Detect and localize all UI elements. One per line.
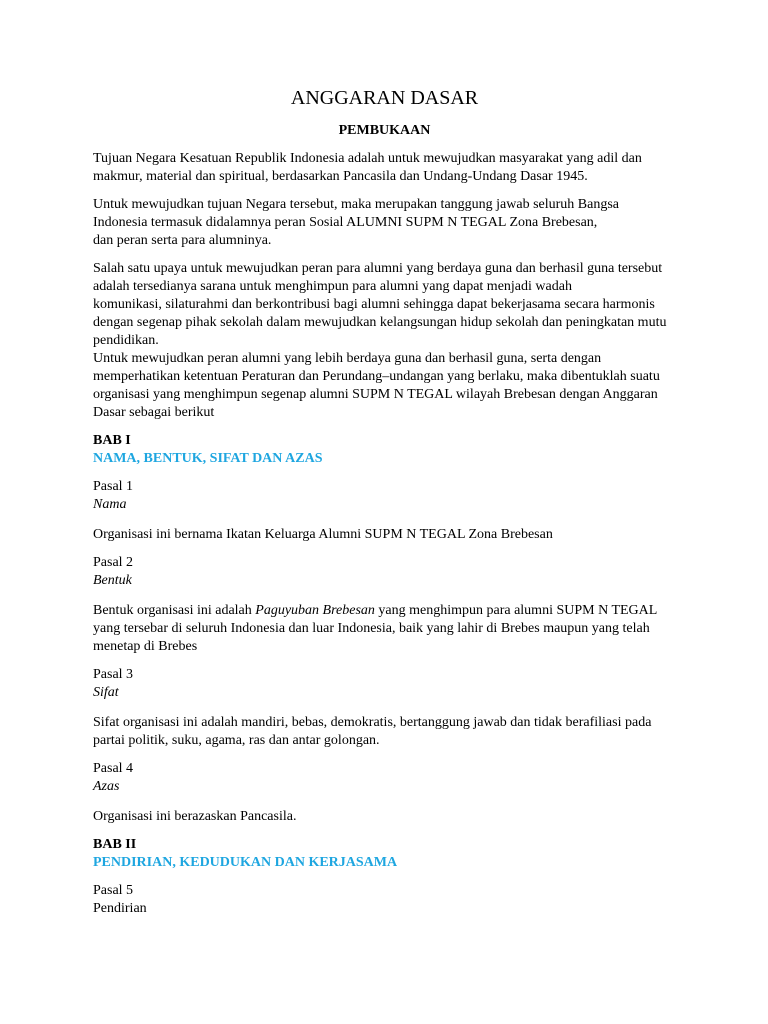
preamble-paragraph-4: Untuk mewujudkan peran alumni yang lebih berdaya guna dan berhasil guna, serta dengan memperhatikan ketentuan Peraturan dan Perundang–undangan yang berlaku, maka dibentuklah suatu organisasi yang menghimpun segenap alumni SUPM N TEGAL wilayah Brebesan dengan Anggaran Dasar sebagai berikut <box>93 351 660 420</box>
paguyuban-name: Paguyuban Brebesan <box>255 603 375 618</box>
bab-2-title: PENDIRIAN, KEDUDUKAN DAN KERJASAMA <box>93 855 398 870</box>
document-subtitle: PEMBUKAAN <box>338 123 431 138</box>
pasal-5-label: Pasal 5 <box>93 883 134 898</box>
pasal-4-name: Azas <box>93 779 120 794</box>
pasal-2-label: Pasal 2 <box>93 555 134 570</box>
pasal-3-text: Sifat organisasi ini adalah mandiri, bebas, demokratis, bertanggung jawab dan tidak berafiliasi pada partai politik, suku, agama, ras dan antar golongan. <box>93 715 652 748</box>
bab-2-number: BAB II <box>93 837 137 852</box>
preamble-paragraph-2: Untuk mewujudkan tujuan Negara tersebut, maka merupakan tanggung jawab seluruh Bangsa Indonesia termasuk didalamnya peran Sosial ALUMNI SUPM N TEGAL Zona Brebesan, dan peran serta para alumninya. <box>93 197 620 248</box>
pasal-2-name: Bentuk <box>93 573 132 588</box>
preamble-paragraph-1: Tujuan Negara Kesatuan Republik Indonesia adalah untuk mewujudkan masyarakat yang adil dan makmur, material dan spiritual, berdasarkan Pancasila dan Undang-Undang Dasar 1945. <box>93 151 642 184</box>
pasal-4-text: Organisasi ini berazaskan Pancasila. <box>93 809 297 824</box>
bab-1-number: BAB I <box>93 433 131 448</box>
pasal-1-label: Pasal 1 <box>93 479 134 494</box>
pasal-4-label: Pasal 4 <box>93 761 134 776</box>
pasal-1-text: Organisasi ini bernama Ikatan Keluarga Alumni SUPM N TEGAL Zona Brebesan <box>93 527 553 542</box>
pasal-2-text: Bentuk organisasi ini adalah Paguyuban Brebesan yang menghimpun para alumni SUPM N TEGAL yang tersebar di seluruh Indonesia dan luar Indonesia, baik yang lahir di Brebes maupun yang telah menetap di Brebes <box>93 603 658 654</box>
preamble-paragraph-3: Salah satu upaya untuk mewujudkan peran para alumni yang berdaya guna dan berhasil guna tersebut adalah tersedianya sarana untuk menghimpun para alumni yang dapat menjadi wadah komunikasi, silaturahmi dan berkontribusi bagi alumni sehingga dapat bekerjasama secara harmonis dengan segenap pihak sekolah dalam mewujudkan kelangsungan hidup sekolah dan peningkatan mutu pendidikan. <box>93 261 667 348</box>
bab-1-title: NAMA, BENTUK, SIFAT DAN AZAS <box>93 451 323 466</box>
pasal-5-name: Pendirian <box>93 901 147 916</box>
document-title: ANGGARAN DASAR <box>290 87 479 109</box>
pasal-1-name: Nama <box>93 497 127 512</box>
pasal-3-label: Pasal 3 <box>93 667 134 682</box>
pasal-3-name: Sifat <box>93 685 119 700</box>
